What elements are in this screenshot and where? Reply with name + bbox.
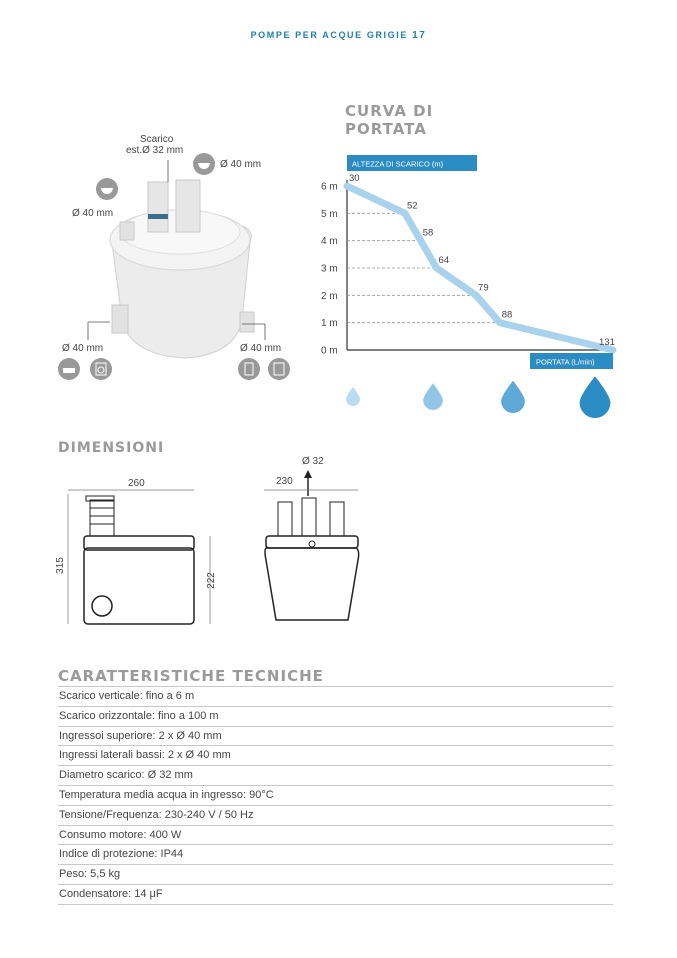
spec-row: Tensione/Frequenza: 230-240 V / 50 Hz — [58, 806, 613, 826]
y-tick-label: 3 m — [321, 263, 338, 275]
inlet-top-right-label: Ø 40 mm — [220, 159, 262, 170]
y-axis-label: ALTEZZA DI SCARICO (m) — [352, 159, 444, 169]
y-tick-label: 0 m — [321, 345, 338, 357]
page-number: 17 — [412, 30, 427, 41]
data-label: 58 — [422, 227, 434, 239]
discharge-value: est.Ø 32 mm — [126, 145, 184, 156]
data-label: 88 — [501, 309, 513, 321]
y-tick-label: 2 m — [321, 290, 338, 302]
data-label: 79 — [478, 282, 489, 294]
discharge-label: Scarico — [140, 134, 174, 145]
sink-icon — [193, 153, 215, 175]
flow-curve-line — [347, 186, 613, 350]
droplet-icon — [501, 381, 525, 413]
shower-icon — [268, 358, 290, 380]
spec-row: Peso: 5,5 kg — [58, 865, 613, 885]
y-tick-label: 4 m — [321, 236, 338, 248]
page-header — [0, 30, 677, 41]
flow-curve-chart — [300, 150, 630, 420]
bathtub-icon — [58, 358, 80, 380]
chart-title-line1: CURVA DI — [345, 102, 434, 120]
spec-row: Diametro scarico: Ø 32 mm — [58, 766, 613, 786]
y-tick-label: 1 m — [321, 318, 338, 330]
spec-row: Scarico verticale: fino a 6 m — [58, 686, 613, 707]
front-width-label: 260 — [128, 478, 145, 489]
data-label: 64 — [438, 255, 450, 266]
droplet-icon — [346, 387, 360, 406]
inlet-top-left-label: Ø 40 mm — [72, 208, 114, 219]
spec-row: Consumo motore: 400 W — [58, 826, 613, 846]
data-label: 131 — [599, 337, 615, 348]
spec-row: Indice di protezione: IP44 — [58, 845, 613, 865]
y-tick-label: 6 m — [321, 181, 338, 193]
inlet-bottom-right-label: Ø 40 mm — [240, 343, 282, 354]
spec-row: Ingressoi superiore: 2 x Ø 40 mm — [58, 727, 613, 747]
x-axis-label: PORTATA (L/min) — [536, 357, 595, 367]
dimensions-title: DIMENSIONI — [58, 440, 165, 456]
inlet-bottom-left-label: Ø 40 mm — [62, 343, 104, 354]
specs-title: CARATTERISTICHE TECNICHE — [58, 667, 324, 685]
spec-row: Ingressi laterali bassi: 2 x Ø 40 mm — [58, 746, 613, 766]
data-label: 52 — [406, 200, 418, 212]
droplet-icon — [580, 376, 611, 418]
chart-title — [345, 102, 485, 138]
side-width-label: 230 — [276, 476, 293, 487]
total-height-label: 315 — [54, 557, 66, 574]
chart-title-line2: PORTATA — [345, 120, 427, 138]
washbasin-icon — [96, 178, 118, 200]
spec-row: Condensatore: 14 μF — [58, 885, 613, 905]
dimension-drawings — [50, 460, 380, 640]
outlet-diameter-label: Ø 32 — [302, 456, 324, 467]
y-tick-label: 5 m — [321, 208, 338, 220]
header-title: POMPE PER ACQUE GRIGIE — [250, 30, 408, 40]
specs-table — [58, 686, 613, 905]
spec-row: Scarico orizzontale: fino a 100 m — [58, 707, 613, 727]
body-height-label: 222 — [205, 572, 217, 589]
spec-row: Temperatura media acqua in ingresso: 90°C — [58, 786, 613, 806]
dishwasher-icon — [238, 358, 260, 380]
data-label: 30 — [349, 173, 360, 184]
droplet-icon — [423, 383, 443, 410]
washing-machine-icon — [90, 358, 112, 380]
